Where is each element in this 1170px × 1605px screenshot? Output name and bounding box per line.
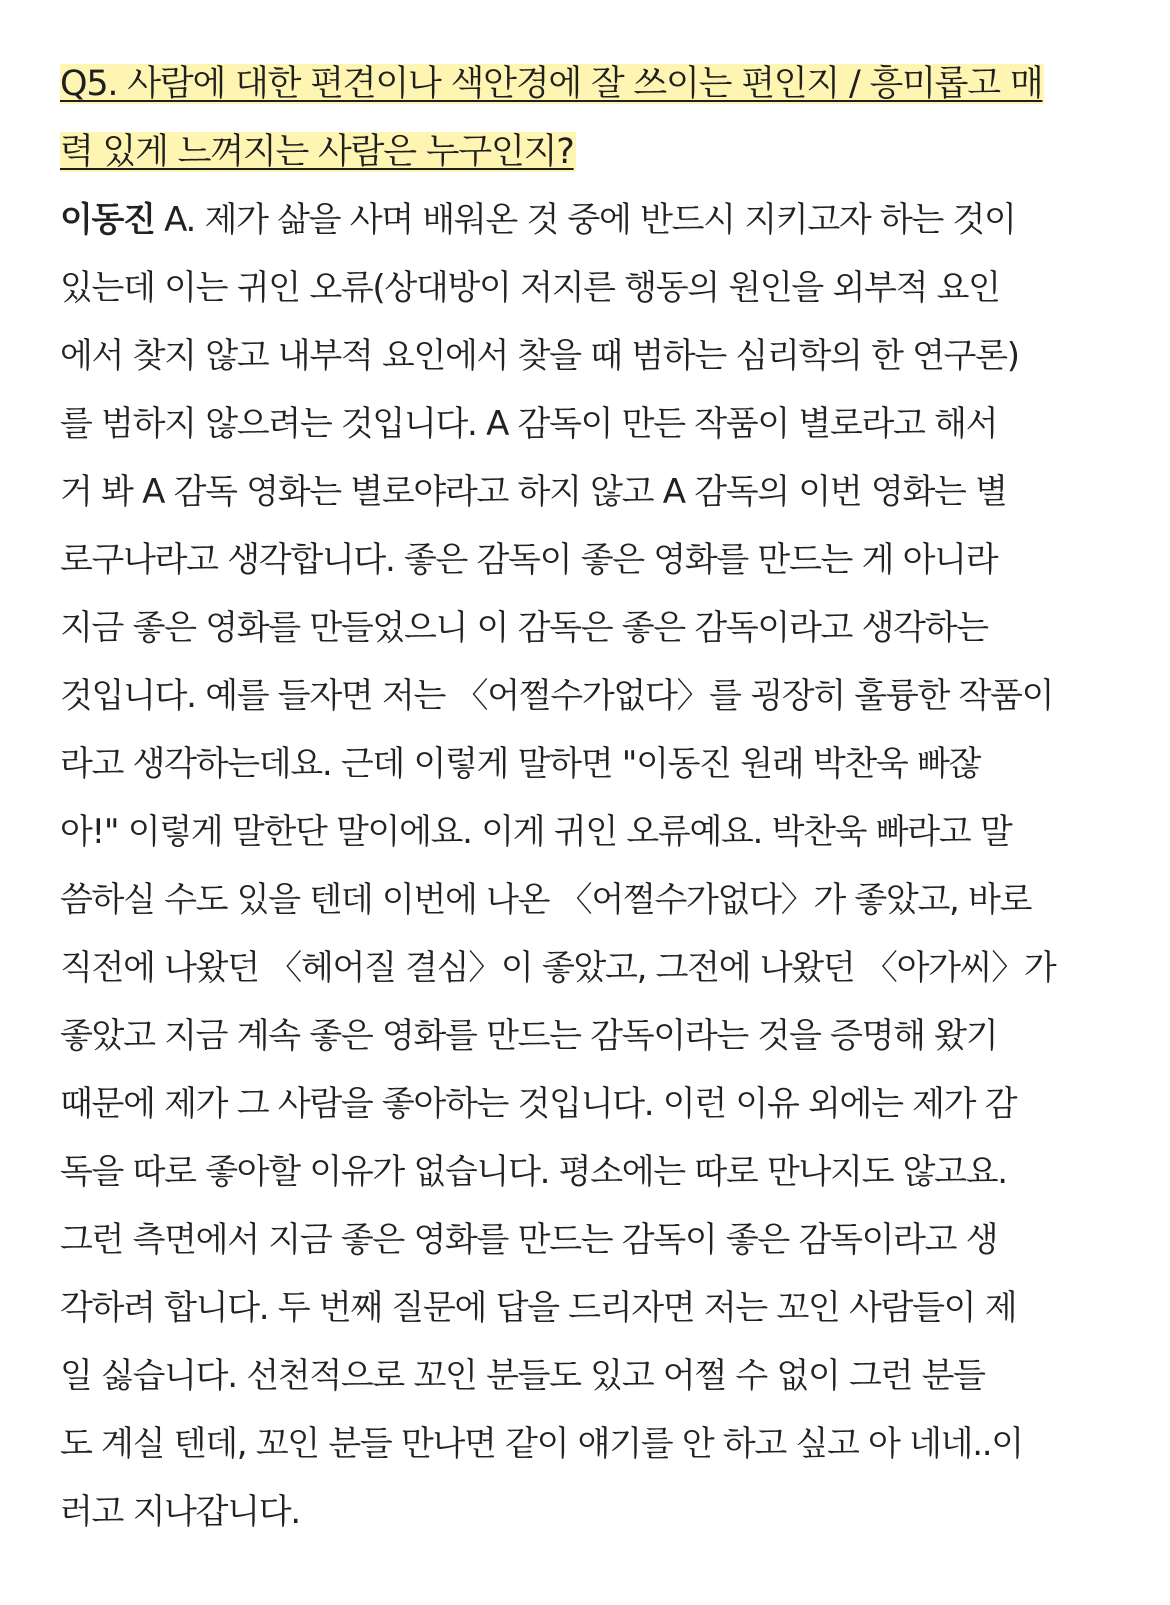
answer-line: 를 범하지 않으려는 것입니다. A 감독이 만든 작품이 별로라고 해서 (60, 404, 998, 444)
question-highlight: 력 있게 느껴지는 사람은 누구인지? (60, 132, 574, 172)
speaker-name: 이동진 (60, 200, 155, 240)
answer-line: 그런 측면에서 지금 좋은 영화를 만드는 감독이 좋은 감독이라고 생 (60, 1220, 998, 1260)
answer-line: 지금 좋은 영화를 만들었으니 이 감독은 좋은 감독이라고 생각하는 (60, 608, 988, 648)
answer-line: 거 봐 A 감독 영화는 별로야라고 하지 않고 A 감독의 이번 영화는 별 (60, 472, 1007, 512)
answer-line: 것입니다. 예를 들자면 저는 〈어쩔수가없다〉를 굉장히 훌륭한 작품이 (60, 676, 1054, 716)
answer-line: 에서 찾지 않고 내부적 요인에서 찾을 때 범하는 심리학의 한 연구론) (60, 336, 1019, 376)
question-highlight: Q5. 사람에 대한 편견이나 색안경에 잘 쓰이는 편인지 / 흥미롭고 매 (60, 64, 1043, 104)
answer-first-line-text: A. 제가 삶을 사며 배워온 것 중에 반드시 지키고자 하는 것이 (154, 200, 1016, 240)
answer-body (60, 186, 1100, 1546)
answer-line: 아!" 이렇게 말한단 말이에요. 이게 귀인 오류예요. 박찬욱 빠라고 말 (60, 812, 1012, 852)
answer-line: 독을 따로 좋아할 이유가 없습니다. 평소에는 따로 만나지도 않고요. (60, 1152, 1007, 1192)
answer-line: 있는데 이는 귀인 오류(상대방이 저지른 행동의 원인을 외부적 요인 (60, 268, 1000, 308)
question-heading (60, 50, 1100, 186)
answer-line: 로구나라고 생각합니다. 좋은 감독이 좋은 영화를 만드는 게 아니라 (60, 540, 998, 580)
question-line (60, 118, 1100, 186)
answer-line: 러고 지나갑니다. (60, 1492, 300, 1532)
answer-line: 좋았고 지금 계속 좋은 영화를 만드는 감독이라는 것을 증명해 왔기 (60, 1016, 998, 1056)
answer-line: 라고 생각하는데요. 근데 이렇게 말하면 "이동진 원래 박찬욱 빠잖 (60, 744, 981, 784)
answer-line: 도 계실 텐데, 꼬인 분들 만나면 같이 얘기를 안 하고 싶고 아 네네..이 (60, 1424, 1023, 1464)
answer-line: 씀하실 수도 있을 텐데 이번에 나온 〈어쩔수가없다〉가 좋았고, 바로 (60, 880, 1032, 920)
answer-line: 때문에 제가 그 사람을 좋아하는 것입니다. 이런 이유 외에는 제가 감 (60, 1084, 1017, 1124)
answer-line: 각하려 합니다. 두 번째 질문에 답을 드리자면 저는 꼬인 사람들이 제 (60, 1288, 1017, 1328)
answer-line: 일 싫습니다. 선천적으로 꼬인 분들도 있고 어쩔 수 없이 그런 분들 (60, 1356, 985, 1396)
answer-line: 직전에 나왔던 〈헤어질 결심〉이 좋았고, 그전에 나왔던 〈아가씨〉가 (60, 948, 1056, 988)
article-excerpt (60, 50, 1100, 1546)
question-line (60, 50, 1100, 118)
answer-first-line (60, 186, 1100, 254)
